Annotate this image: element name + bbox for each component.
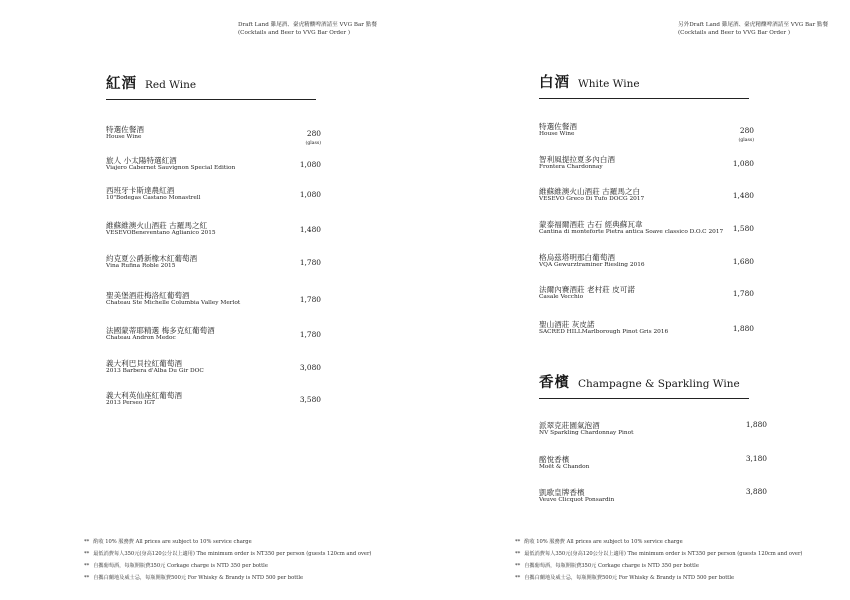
wine-item [106,220,321,246]
wine-item [106,290,321,316]
section-title-zh: 紅酒 [106,75,137,92]
wine-item [106,124,321,150]
wine-price: 3,180 [745,454,767,463]
menu-footer-notes [515,536,802,584]
wine-item [106,253,321,279]
footer-line: ** 酌收 10% 服務費 All prices are subject to 10% service charge [515,539,683,545]
wine-name-zh: 特選佐餐酒 [106,125,144,134]
price-unit: (glass) [305,141,321,146]
wine-name-en: VESEVO Greco Di Tufo DOCG 2017 [539,196,645,202]
wine-name-zh: 智利風提拉夏多內白酒 [539,155,615,164]
wine-name-en: 2013 Barbera d'Alba Du Gir DOC [106,368,204,374]
wine-name-zh: 酩悅香檳 [539,455,570,464]
section-title-en: White Wine [578,78,640,90]
bar-order-note: 另外Draft Land 雞尾酒、臺虎精釀啤酒請至 VVG Bar 點餐 (Cocktails and Beer to VVG Bar Order ) [678,22,829,36]
wine-price: 1,480 [299,225,321,234]
wine-item [539,319,754,345]
wine-name-zh: 維蘇維澳火山酒莊 古羅馬之紅 [106,221,208,230]
wine-name-en: Chateau Ste Michelle Columbia Valley Merlot [106,300,241,306]
wine-item [106,325,321,351]
wine-name-en: VESEVOBeneventano Aglianico 2015 [106,230,216,236]
section-title-en: Red Wine [145,79,197,91]
wine-item [539,454,767,480]
wine-name-zh: 法爾內賽酒莊 老村莊 皮可諾 [539,285,635,294]
wine-item [539,252,754,278]
price-unit: (glass) [738,138,754,143]
wine-item [539,284,754,310]
wine-name-en: VQA Gewurztraminer Riesling 2016 [539,262,645,268]
wine-name-en: 2013 Perseo IGT [106,400,155,406]
wine-name-zh: 約克夏公爵新橡木紅葡萄酒 [106,254,198,263]
wine-item [539,121,754,147]
wine-price: 1,880 [745,420,767,429]
wine-name-en: Chateau Andron Medoc [106,335,176,341]
wine-name-en: Casale Vecchio [539,294,584,300]
footer-line: ** 自攜葡萄酒，每瓶開瓶費350元 Corkage charge is NTD 350 per bottle [515,563,699,569]
wine-price: 280 [306,129,321,138]
wine-item [106,185,321,211]
wine-price: 1,080 [299,190,321,199]
wine-name-en: Moët & Chandon [539,464,590,470]
wine-name-zh: 蒙泰福爾酒莊 古石 經典蘇瓦韋 [539,220,643,229]
wine-item [539,154,754,180]
section-title-zh: 白酒 [539,74,570,91]
section-title-en: Champagne & Sparkling Wine [578,378,740,390]
wine-name-en: SACRED HILLMarlborough Pinot Gris 2016 [539,329,669,335]
footer-line: ** 最低消費每人350元(身高120公分以上適用) The minimum order is NT350 per person (guests 120cm and over) [84,551,372,557]
wine-name-en: Frontera Chardonnay [539,164,603,170]
wine-price: 3,080 [299,363,321,372]
footer-line: ** 酌收 10% 服務費 All prices are subject to 10% service charge [84,539,252,545]
bar-order-note: Draft Land 雞尾酒、臺虎精釀啤酒請至 VVG Bar 點餐 (Cocktails and Beer to VVG Bar Order ) [238,22,377,36]
wine-name-zh: 派翠克莊園氣泡酒 [539,421,600,430]
wine-price: 1,780 [299,295,321,304]
wine-item [539,420,767,446]
wine-item [539,219,754,245]
wine-price: 1,080 [732,159,754,168]
wine-item [539,487,767,513]
wine-price: 1,080 [299,160,321,169]
wine-name-zh: 義大利英仙座紅葡萄酒 [106,391,182,400]
footer-line: ** 自攜葡萄酒，每瓶開瓶費350元 Corkage charge is NTD 350 per bottle [84,563,268,569]
footer-line: ** 自攜白蘭地及威士忌，每瓶開瓶費500元 For Whisky & Brandy is NTD 500 per bottle [84,575,304,581]
wine-name-zh: 凱歌皇牌香檳 [539,488,585,497]
wine-price: 1,480 [732,191,754,200]
wine-price: 1,780 [299,330,321,339]
wine-name-zh: 西班牙卡斯達農紅酒 [106,186,175,195]
wine-price: 1,780 [732,289,754,298]
wine-name-zh: 特選佐餐酒 [539,122,577,131]
wine-name-zh: 義大利巴貝拉紅葡萄酒 [106,359,182,368]
champagne-header [539,371,749,399]
wine-name-en: Veuve Clicquot Ponsardin [539,497,615,503]
wine-item [539,186,754,212]
wine-price: 3,880 [745,487,767,496]
wine-name-en: Viajero Cabernet Sauvignon Special Edition [106,165,236,171]
wine-price: 1,780 [299,258,321,267]
wine-price: 1,580 [732,224,754,233]
wine-price: 1,680 [732,257,754,266]
wine-name-en: 10"Bodegas Castano Monastrell [106,195,201,201]
menu-footer-notes [84,536,371,584]
wine-name-zh: 格烏茲塔明那白葡萄酒 [539,253,615,262]
wine-price: 3,580 [299,395,321,404]
wine-name-zh: 法國蒙蒂耶精選 梅多克紅葡萄酒 [106,326,215,335]
wine-price: 1,880 [732,324,754,333]
wine-name-zh: 聖美堡酒莊梅洛紅葡萄酒 [106,291,190,300]
right-menu-page [425,0,850,600]
red-wine-header [106,72,316,100]
wine-item [106,358,321,384]
footer-line: ** 自攜白蘭地及威士忌，每瓶開瓶費500元 For Whisky & Brandy is NTD 500 per bottle [515,575,735,581]
wine-name-en: House Wine [106,134,142,140]
wine-name-en: House Wine [539,131,575,137]
section-title-zh: 香檳 [539,374,570,391]
wine-name-en: Cantina di monteforte Pietra antica Soave classico D.O.C 2017 [539,229,724,235]
wine-name-zh: 旅人 小太陽特選紅酒 [106,156,177,165]
white-wine-header [539,71,749,99]
wine-name-zh: 維蘇維澳火山酒莊 古羅馬之白 [539,187,641,196]
wine-name-zh: 聖山酒莊 灰皮諾 [539,320,595,329]
wine-item [106,155,321,181]
wine-name-en: Vina Rufina Roble 2015 [106,263,176,269]
wine-name-en: NV Sparkling Chardonnay Pinot [539,430,634,436]
wine-price: 280 [739,126,754,135]
wine-item [106,390,321,416]
footer-line: ** 最低消費每人350元(身高120公分以上適用) The minimum order is NT350 per person (guests 120cm and over) [515,551,803,557]
